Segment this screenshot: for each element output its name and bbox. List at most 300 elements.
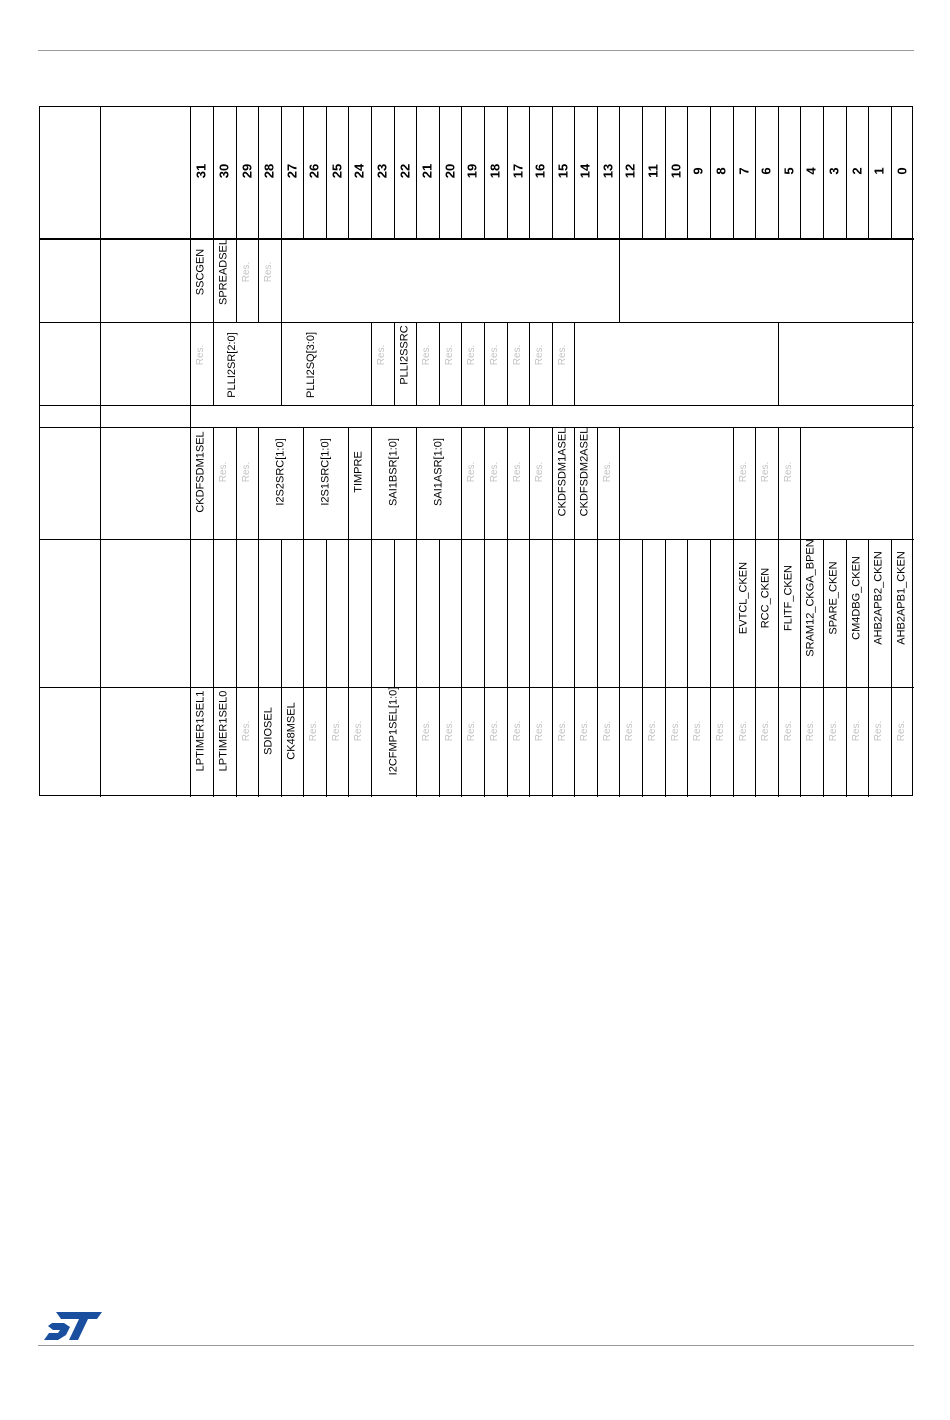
- bit-number: 19: [464, 163, 480, 179]
- register-field: [665, 687, 688, 797]
- reserved-label: Res.: [331, 720, 343, 742]
- field-divider: [800, 687, 801, 797]
- bit-number-cell: [710, 107, 733, 238]
- field-divider: [552, 427, 553, 539]
- field-divider: [755, 427, 756, 539]
- reserved-label: Res.: [647, 720, 659, 742]
- register-field: [190, 238, 213, 322]
- bit-divider: [348, 107, 349, 238]
- reserved-label: Res.: [241, 720, 253, 742]
- bit-divider: [303, 107, 304, 238]
- register-field: [439, 687, 462, 797]
- reserved-label: Res.: [466, 461, 478, 483]
- register-field: [642, 687, 665, 797]
- header-rule: [38, 50, 914, 51]
- field-divider: [213, 322, 214, 405]
- field-divider: [348, 427, 349, 539]
- register-field: [755, 427, 778, 539]
- field-divider: [326, 687, 327, 797]
- bit-number-cell: [642, 107, 665, 238]
- field-divider: [507, 539, 508, 687]
- field-label: CKDFSDM2ASEL: [578, 427, 591, 517]
- reserved-label: Res.: [308, 720, 320, 742]
- field-divider: [484, 427, 485, 539]
- field-divider: [755, 687, 756, 797]
- bit-number-cell: [461, 107, 484, 238]
- field-label: SPREADSEL: [217, 238, 230, 305]
- register-field: [236, 427, 259, 539]
- register-field: [891, 687, 914, 797]
- field-divider: [236, 238, 237, 322]
- field-divider: [574, 539, 575, 687]
- field-divider: [236, 687, 237, 797]
- register-field: [733, 539, 756, 687]
- field-divider: [642, 539, 643, 687]
- reserved-label: Res.: [421, 344, 433, 366]
- register-field: [507, 427, 530, 539]
- field-divider: [800, 539, 801, 687]
- empty-field: [687, 539, 710, 687]
- field-divider: [281, 322, 282, 405]
- bit-number-cell: [619, 107, 642, 238]
- reserved-label: Res.: [241, 461, 253, 483]
- register-field: [823, 539, 846, 687]
- bit-number-cell: [891, 107, 914, 238]
- bit-divider: [778, 107, 779, 238]
- bit-number: 29: [239, 163, 255, 179]
- field-divider: [213, 687, 214, 797]
- field-label: CKDFSDM1ASEL: [556, 427, 569, 517]
- field-label: AHB2APB1_CKEN: [895, 551, 908, 645]
- bit-number: 2: [849, 167, 865, 175]
- register-field: [868, 687, 891, 797]
- bit-number-cell: [190, 107, 213, 238]
- bit-divider: [258, 107, 259, 238]
- bit-number-cell: [394, 107, 417, 238]
- empty-field: [190, 539, 213, 687]
- reserved-label: Res.: [489, 720, 501, 742]
- bit-number-cell: [439, 107, 462, 238]
- register-field: [484, 687, 507, 797]
- bit-number-cell: [258, 107, 281, 238]
- reserved-label: Res.: [241, 261, 253, 282]
- register-field: [213, 687, 236, 797]
- field-label: SSCGEN: [194, 248, 207, 295]
- register-field: [303, 687, 326, 797]
- field-divider: [529, 322, 530, 405]
- field-divider: [236, 427, 237, 539]
- register-field: [800, 687, 823, 797]
- register-field: [552, 322, 575, 405]
- reserved-label: Res.: [466, 720, 478, 742]
- bit-divider: [507, 107, 508, 238]
- empty-field: [416, 539, 439, 687]
- bit-divider: [868, 107, 869, 238]
- field-divider: [529, 427, 530, 539]
- field-divider: [213, 238, 214, 322]
- bit-divider: [236, 107, 237, 238]
- field-label: PLLI2SR[2:0]: [225, 332, 238, 398]
- field-divider: [687, 539, 688, 687]
- register-table: [39, 106, 913, 796]
- field-divider: [394, 539, 395, 687]
- field-label: I2S1SRC[1:0]: [319, 438, 332, 506]
- field-divider: [258, 427, 259, 539]
- reserved-label: Res.: [602, 720, 614, 742]
- field-divider: [258, 539, 259, 687]
- empty-field: [371, 539, 394, 687]
- register-field: [190, 687, 213, 797]
- field-divider: [755, 539, 756, 687]
- bit-divider: [800, 107, 801, 238]
- reserved-label: Res.: [738, 461, 750, 483]
- field-divider: [461, 322, 462, 405]
- bit-number-cell: [236, 107, 259, 238]
- field-divider: [710, 539, 711, 687]
- bit-number: 5: [781, 167, 797, 175]
- field-divider: [507, 687, 508, 797]
- empty-field: [665, 539, 688, 687]
- bit-number: 20: [442, 163, 458, 179]
- reserved-label: Res.: [851, 720, 863, 742]
- field-divider: [484, 539, 485, 687]
- empty-field: [642, 539, 665, 687]
- empty-field: [258, 539, 281, 687]
- field-divider: [733, 539, 734, 687]
- reserved-label: Res.: [534, 461, 546, 483]
- register-field: [348, 427, 371, 539]
- bit-divider: [755, 107, 756, 238]
- register-field: [846, 687, 869, 797]
- bit-number: 7: [736, 167, 752, 175]
- empty-field: [619, 238, 913, 322]
- field-divider: [665, 539, 666, 687]
- bit-number: 14: [577, 163, 593, 179]
- field-divider: [416, 539, 417, 687]
- bit-number: 11: [645, 164, 661, 178]
- reserved-label: Res.: [466, 344, 478, 366]
- bit-divider: [439, 107, 440, 238]
- field-divider: [484, 322, 485, 405]
- field-divider: [733, 687, 734, 797]
- bit-divider: [823, 107, 824, 238]
- register-field: [529, 687, 552, 797]
- register-field: [258, 238, 281, 322]
- field-divider: [213, 427, 214, 539]
- empty-field: [213, 539, 236, 687]
- register-field: [371, 427, 416, 539]
- field-label: SDIOSEL: [262, 707, 275, 755]
- empty-field: [236, 539, 259, 687]
- field-label: I2CFMP1SEL[1:0]: [387, 686, 400, 776]
- register-field: [461, 427, 484, 539]
- register-field: [800, 539, 823, 687]
- bit-divider: [710, 107, 711, 238]
- empty-field: [303, 539, 326, 687]
- reserved-label: Res.: [512, 461, 524, 483]
- field-label: PLLI2SQ[3:0]: [305, 331, 318, 399]
- field-divider: [665, 687, 666, 797]
- reserved-label: Res.: [534, 344, 546, 366]
- field-divider: [371, 427, 372, 539]
- field-divider: [439, 687, 440, 797]
- bit-divider: [597, 107, 598, 238]
- register-field: [529, 427, 552, 539]
- bit-divider: [891, 107, 892, 238]
- register-field: [236, 238, 259, 322]
- reserved-label: Res.: [218, 461, 230, 483]
- field-divider: [778, 539, 779, 687]
- bit-divider: [281, 107, 282, 238]
- reserved-label: Res.: [195, 344, 207, 366]
- empty-field: [348, 539, 371, 687]
- register-field: [529, 322, 552, 405]
- reserved-label: Res.: [896, 720, 908, 742]
- register-field: [461, 322, 484, 405]
- register-field: [552, 427, 575, 539]
- field-label: LPTIMER1SEL1: [194, 690, 207, 772]
- bit-number: 27: [284, 163, 300, 179]
- bit-number-cell: [687, 107, 710, 238]
- bit-number-cell: [597, 107, 620, 238]
- bit-number: 12: [622, 163, 638, 179]
- bit-divider: [846, 107, 847, 238]
- field-divider: [281, 539, 282, 687]
- register-field: [213, 322, 281, 405]
- register-field: [213, 238, 236, 322]
- empty-field: [394, 539, 417, 687]
- reserved-label: Res.: [828, 720, 840, 742]
- field-divider: [213, 539, 214, 687]
- bit-number-cell: [326, 107, 349, 238]
- field-divider: [891, 539, 892, 687]
- field-divider: [529, 687, 530, 797]
- reserved-label: Res.: [715, 720, 727, 742]
- bit-divider: [687, 107, 688, 238]
- bit-number: 10: [668, 163, 684, 179]
- bit-number-cell: [371, 107, 394, 238]
- bit-number-cell: [846, 107, 869, 238]
- register-field: [507, 322, 530, 405]
- footer-rule: [38, 1345, 914, 1346]
- reserved-label: Res.: [489, 461, 501, 483]
- register-field: [394, 322, 417, 405]
- field-divider: [823, 539, 824, 687]
- bit-number: 24: [351, 163, 367, 179]
- register-field: [416, 322, 439, 405]
- empty-field: [281, 539, 304, 687]
- field-divider: [597, 687, 598, 797]
- bit-number: 6: [758, 167, 774, 175]
- reserved-label: Res.: [421, 720, 433, 742]
- register-field: [236, 687, 259, 797]
- register-field: [416, 427, 461, 539]
- bit-number: 4: [803, 167, 819, 175]
- register-field: [846, 539, 869, 687]
- field-label: LPTIMER1SEL0: [217, 690, 230, 772]
- register-field: [823, 687, 846, 797]
- bit-divider: [619, 107, 620, 238]
- empty-field: [574, 539, 597, 687]
- bit-divider: [484, 107, 485, 238]
- field-divider: [552, 687, 553, 797]
- field-divider: [574, 687, 575, 797]
- reserved-label: Res.: [738, 720, 750, 742]
- field-divider: [778, 687, 779, 797]
- register-field: [574, 687, 597, 797]
- field-label: SRAM12_CKGA_BPEN: [804, 539, 817, 657]
- field-label: FLITF_CKEN: [782, 565, 795, 632]
- bit-divider: [529, 107, 530, 238]
- field-divider: [507, 322, 508, 405]
- register-field: [348, 687, 371, 797]
- register-field: [258, 687, 281, 797]
- register-field: [574, 427, 597, 539]
- register-field: [190, 427, 213, 539]
- register-field: [755, 539, 778, 687]
- field-divider: [597, 427, 598, 539]
- bit-number: 28: [261, 163, 277, 179]
- register-field: [710, 687, 733, 797]
- field-divider: [258, 238, 259, 322]
- reserved-label: Res.: [444, 720, 456, 742]
- field-divider: [461, 687, 462, 797]
- bit-number: 21: [419, 163, 435, 179]
- bit-number: 18: [487, 163, 503, 179]
- reserved-label: Res.: [512, 344, 524, 366]
- field-divider: [619, 687, 620, 797]
- register-field: [507, 687, 530, 797]
- bit-number: 16: [532, 163, 548, 179]
- register-field: [213, 427, 236, 539]
- register-field: [461, 687, 484, 797]
- field-divider: [394, 322, 395, 405]
- empty-field: [619, 539, 642, 687]
- register-field: [891, 539, 914, 687]
- register-field: [552, 687, 575, 797]
- register-field: [778, 539, 801, 687]
- empty-field: [461, 539, 484, 687]
- field-divider: [281, 687, 282, 797]
- bit-divider: [394, 107, 395, 238]
- field-divider: [619, 238, 620, 322]
- empty-field: [778, 322, 914, 405]
- field-divider: [552, 322, 553, 405]
- reserved-label: Res.: [670, 720, 682, 742]
- field-divider: [484, 687, 485, 797]
- register-field: [281, 322, 371, 405]
- field-divider: [439, 539, 440, 687]
- reserved-label: Res.: [557, 344, 569, 366]
- field-divider: [371, 539, 372, 687]
- bit-number-cell: [348, 107, 371, 238]
- register-field: [439, 322, 462, 405]
- bit-number: 1: [871, 167, 887, 175]
- field-label: SAI1ASR[1:0]: [432, 437, 445, 506]
- field-divider: [507, 427, 508, 539]
- empty-field: [597, 539, 620, 687]
- register-field: [371, 322, 394, 405]
- reserved-label: Res.: [760, 720, 772, 742]
- bit-number-cell: [665, 107, 688, 238]
- empty-field: [619, 427, 732, 539]
- bit-number: 8: [713, 167, 729, 175]
- bit-number: 23: [374, 163, 390, 179]
- bit-number-cell: [529, 107, 552, 238]
- field-label: EVTCL_CKEN: [737, 562, 750, 635]
- empty-field: [507, 539, 530, 687]
- bit-number: 30: [216, 163, 232, 179]
- bit-number-cell: [755, 107, 778, 238]
- bit-number: 26: [306, 163, 322, 179]
- field-divider: [710, 687, 711, 797]
- bit-number: 22: [397, 163, 413, 179]
- bit-divider: [213, 107, 214, 238]
- reserved-label: Res.: [489, 344, 501, 366]
- bit-number-cell: [213, 107, 236, 238]
- register-field: [733, 427, 756, 539]
- field-divider: [891, 687, 892, 797]
- field-divider: [236, 539, 237, 687]
- field-divider: [416, 687, 417, 797]
- field-label: RCC_CKEN: [759, 567, 772, 629]
- bit-divider: [416, 107, 417, 238]
- field-label: CK48MSEL: [285, 702, 298, 760]
- field-divider: [439, 322, 440, 405]
- st-logo: [44, 1310, 102, 1342]
- bit-divider: [371, 107, 372, 238]
- field-divider: [619, 539, 620, 687]
- field-divider: [574, 322, 575, 405]
- register-field: [687, 687, 710, 797]
- register-field: [778, 687, 801, 797]
- register-field: [371, 687, 416, 797]
- field-divider: [800, 427, 801, 539]
- bit-divider: [574, 107, 575, 238]
- bit-number-cell: [281, 107, 304, 238]
- field-divider: [619, 427, 620, 539]
- reserved-label: Res.: [557, 720, 569, 742]
- register-field: [484, 322, 507, 405]
- field-divider: [348, 687, 349, 797]
- empty-field: [552, 539, 575, 687]
- empty-field: [800, 427, 913, 539]
- reserved-label: Res.: [602, 461, 614, 483]
- field-label: SPARE_CKEN: [827, 561, 840, 635]
- bit-number-cell: [823, 107, 846, 238]
- register-field: [778, 427, 801, 539]
- reserved-label: Res.: [805, 720, 817, 742]
- bit-number-cell: [574, 107, 597, 238]
- reserved-label: Res.: [873, 720, 885, 742]
- reserved-label: Res.: [534, 720, 546, 742]
- register-field: [484, 427, 507, 539]
- field-label: TIMPRE: [352, 451, 365, 493]
- reserved-label: Res.: [512, 720, 524, 742]
- field-divider: [552, 539, 553, 687]
- reserved-label: Res.: [783, 720, 795, 742]
- empty-field: [281, 238, 620, 322]
- bit-number: 3: [826, 167, 842, 175]
- bit-number: 15: [555, 163, 571, 179]
- field-divider: [687, 687, 688, 797]
- field-label: I2S2SRC[1:0]: [274, 438, 287, 506]
- bit-number: 13: [600, 163, 616, 179]
- field-divider: [574, 427, 575, 539]
- field-divider: [416, 427, 417, 539]
- bit-number-cell: [868, 107, 891, 238]
- reserved-label: Res.: [624, 720, 636, 742]
